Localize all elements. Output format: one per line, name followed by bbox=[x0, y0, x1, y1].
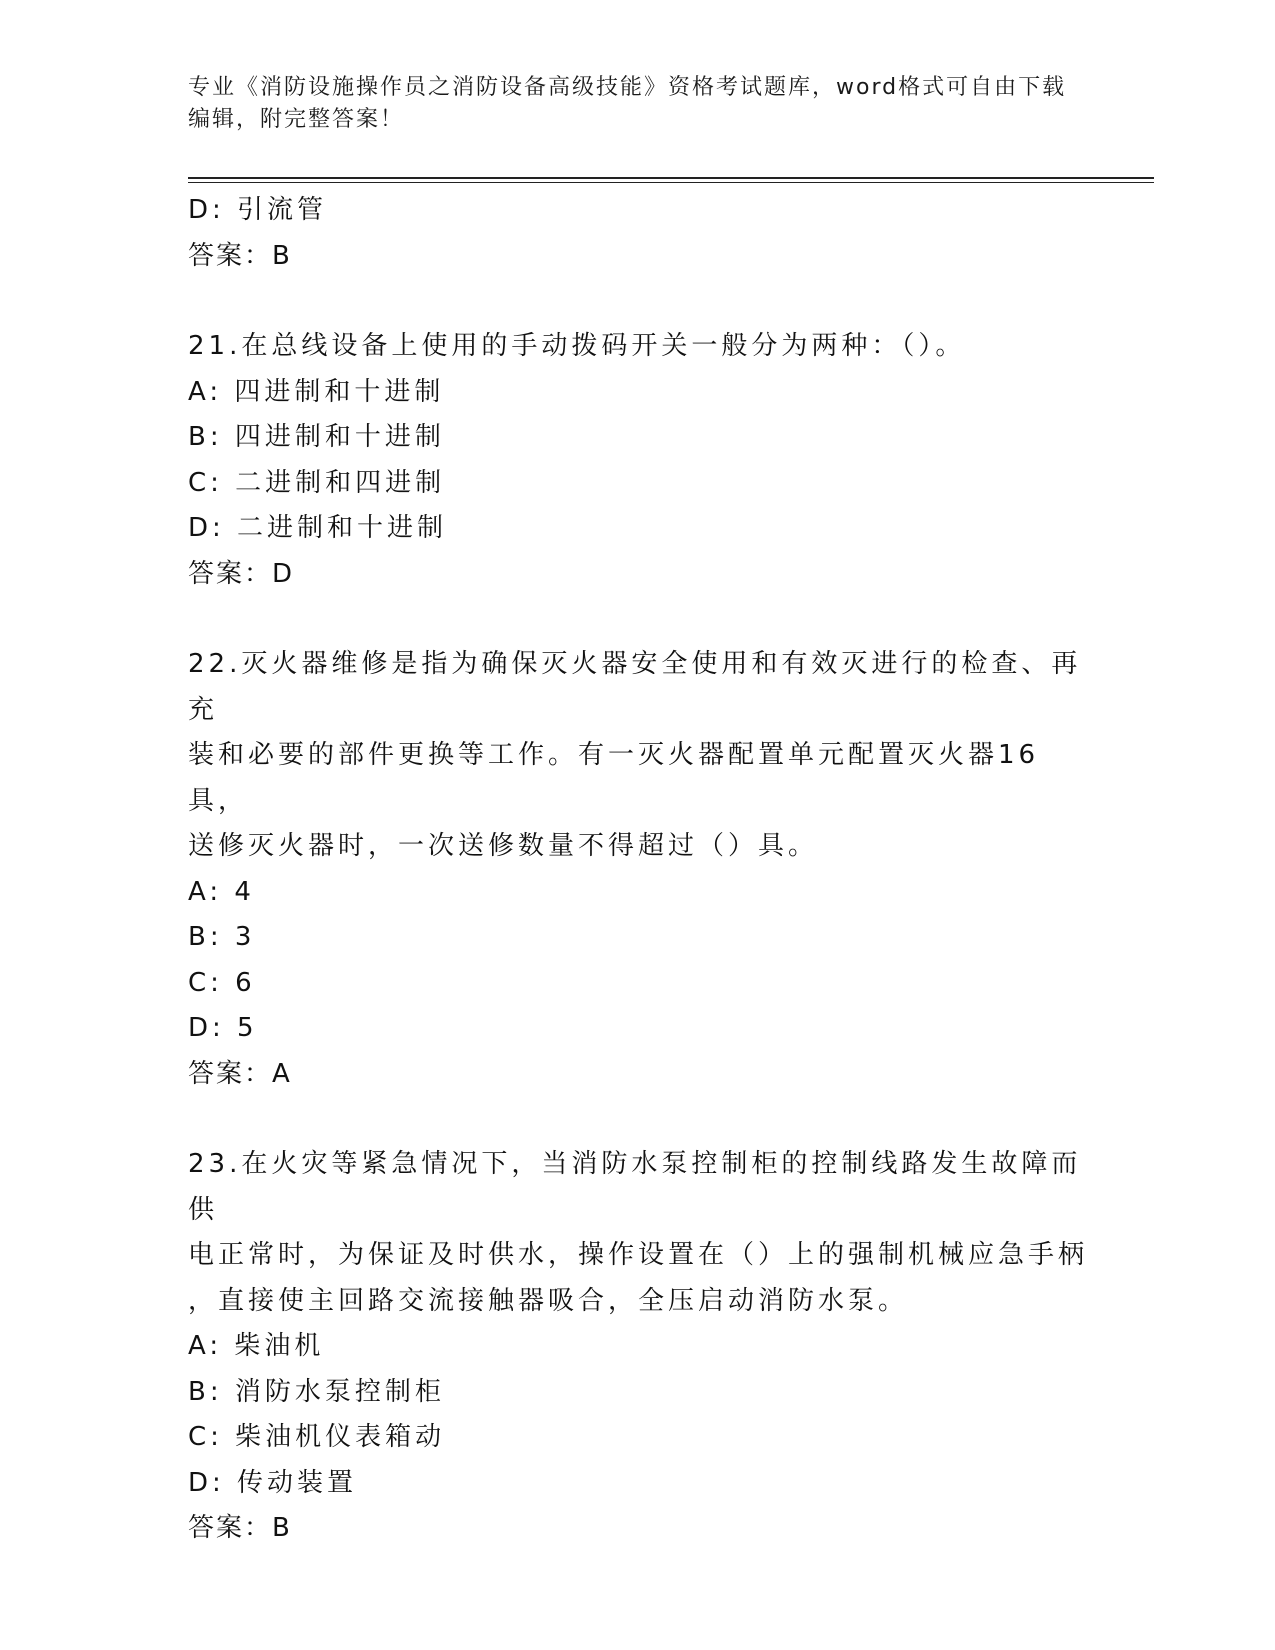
option-b: B: 消防水泵控制柜 bbox=[188, 1376, 445, 1407]
prev-answer: 答案：B bbox=[188, 240, 292, 271]
spacer bbox=[188, 1097, 1088, 1142]
option-c: C: 二进制和四进制 bbox=[188, 467, 446, 498]
question-text: 21.在总线设备上使用的手动拨码开关一般分为两种：（）。 bbox=[188, 331, 966, 361]
question-block-21 bbox=[188, 324, 1088, 597]
answer-line: 答案：A bbox=[188, 1058, 292, 1089]
question-block-23 bbox=[188, 1142, 1088, 1552]
answer-line: 答案：B bbox=[188, 1513, 292, 1543]
option-b: B: 四进制和十进制 bbox=[188, 422, 445, 452]
question-block-22 bbox=[188, 642, 1088, 1097]
question-text: 23.在火灾等紧急情况下，当消防水泵控制柜的控制线路发生故障而供 电正常时，为保证及时供水，操作设置在（）上的强制机械应急手柄 ，直接使主回路交流接触器吸合，全压启动消防水泵。 bbox=[188, 1149, 1089, 1316]
header-rule-thick bbox=[188, 177, 1154, 179]
option-d: D: 二进制和十进制 bbox=[188, 513, 448, 543]
question-content bbox=[188, 188, 1088, 1552]
option-c: C: 柴油机仪表箱动 bbox=[188, 1422, 446, 1452]
header-rule-thin bbox=[188, 182, 1154, 183]
prev-option-d: D: 引流管 bbox=[188, 195, 328, 225]
document-header: 专业《消防设施操作员之消防设备高级技能》资格考试题库，word格式可自由下载编辑，附完整答案！ bbox=[188, 75, 1067, 132]
answer-line: 答案：D bbox=[188, 558, 295, 589]
option-a: A: 柴油机 bbox=[188, 1331, 325, 1361]
option-d: D: 5 bbox=[188, 1013, 258, 1043]
spacer bbox=[188, 279, 1088, 324]
option-a: A: 4 bbox=[188, 876, 255, 907]
question-text: 22.灭火器维修是指为确保灭火器安全使用和有效灭进行的检查、再充 装和必要的部件更换等工作。有一灭火器配置单元配置灭火器16具， 送修灭火器时，一次送修数量不得超过（）具。 bbox=[188, 649, 1082, 861]
option-d: D: 传动装置 bbox=[188, 1467, 358, 1498]
spacer bbox=[188, 597, 1088, 642]
option-c: C: 6 bbox=[188, 967, 256, 998]
option-a: A: 四进制和十进制 bbox=[188, 376, 445, 407]
option-b: B: 3 bbox=[188, 922, 256, 952]
